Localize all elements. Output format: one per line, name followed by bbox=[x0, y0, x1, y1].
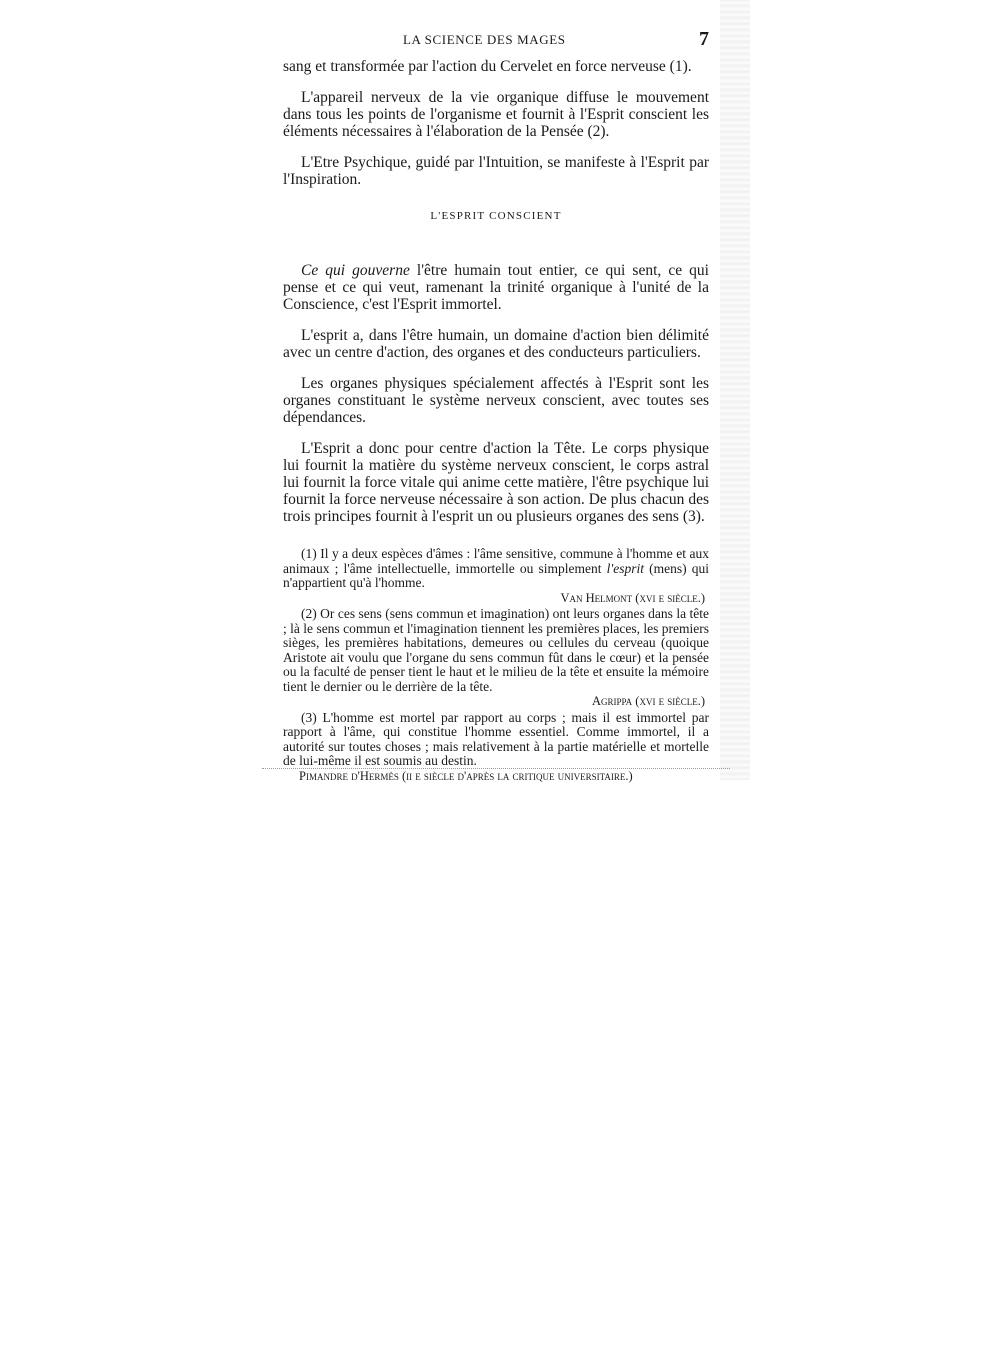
book-page bbox=[283, 28, 709, 785]
footnotes bbox=[283, 547, 709, 783]
bottom-dotted-rule bbox=[262, 768, 730, 769]
footnote-1-text-before: (1) Il y a deux espèces d'âmes : l'âme sensitive, commune à l'homme et aux animaux ; l'âme intellectuelle, immortelle ou simplement bbox=[283, 546, 709, 576]
footnote-1 bbox=[283, 547, 709, 591]
running-title: LA SCIENCE DES MAGES bbox=[403, 32, 566, 47]
paragraph-nervous-apparatus: L'appareil nerveux de la vie organique diffuse le mouvement dans tous les points de l'organisme et fournit à l'Esprit conscient les éléments nécessaires à l'élaboration de la Pensée (2). bbox=[283, 89, 709, 140]
footnote-2: (2) Or ces sens (sens commun et imagination) ont leurs organes dans la tête ; là le sens commun et l'imagination tiennent les premières places, les premiers sièges, les premières habitations, demeures ou cellules du cerveau (quoique Aristote ait voulu que l'organe du sens commun fût dans le cœur) et la pensée ou la faculté de penser tient le haut et le milieu de la tête et ensuite la mémoire tient le dernier ou le derrière de la tête. bbox=[283, 606, 709, 694]
footnote-2-attribution: Agrippa (xvi e siècle.) bbox=[591, 694, 705, 708]
footnote-1-text-after: (mens) qui n'appartient qu'à l'homme. bbox=[283, 560, 709, 590]
footnote-3-attribution: Pimandre d'Hermès (ii e siècle d'après la critique universitaire.) bbox=[299, 768, 633, 783]
running-head bbox=[283, 28, 709, 54]
paragraph-center-of-action: L'Esprit a donc pour centre d'action la Tête. Le corps physique lui fournit la matière du système nerveux conscient, le corps astral lui fournit la force vitale qui anime cette matière, l'être psychique lui fournit la force nerveuse nécessaire à son action. De plus chacun des trois principes fournit à l'esprit un ou plusieurs organes des sens (3). bbox=[283, 440, 709, 525]
paragraph-psychic-being: L'Etre Psychique, guidé par l'Intuition, se manifeste à l'Esprit par l'Inspiration. bbox=[283, 154, 709, 188]
paragraph-physical-organs: Les organes physiques spécialement affectés à l'Esprit sont les organes constituant le système nerveux conscient, avec toutes ses dépendances. bbox=[283, 375, 709, 426]
footnote-3: (3) L'homme est mortel par rapport au corps ; mais il est immortel par rapport à l'âme, qui constitue l'homme essentiel. Comme immortel, il a autorité sur toutes choses ; mais relativement à la partie matérielle et mortelle de lui-même il est soumis au destin. bbox=[283, 709, 709, 768]
lead-rest-text: l'être humain tout entier, ce qui sent, ce qui pense et ce qui veut, ramenant la trinité organique à l'unité de la Conscience, c'est l'Esprit immortel. bbox=[283, 262, 709, 313]
footnote-1-italic: l'esprit bbox=[606, 560, 644, 576]
lead-italic-text: Ce qui gouverne bbox=[301, 262, 410, 279]
paragraph-continuation: sang et transformée par l'action du Cervelet en force nerveuse (1). bbox=[283, 58, 692, 75]
page-number: 7 bbox=[699, 28, 709, 50]
page-edge-scan-noise bbox=[720, 0, 750, 780]
paragraph-lead bbox=[283, 262, 709, 313]
paragraph-domain-of-action: L'esprit a, dans l'être humain, un domaine d'action bien délimité avec un centre d'action, des organes et des conducteurs particuliers. bbox=[283, 327, 709, 361]
section-heading: L'ESPRIT CONSCIENT bbox=[430, 210, 562, 222]
footnote-1-attribution: Van Helmont (xvi e siècle.) bbox=[560, 590, 705, 605]
